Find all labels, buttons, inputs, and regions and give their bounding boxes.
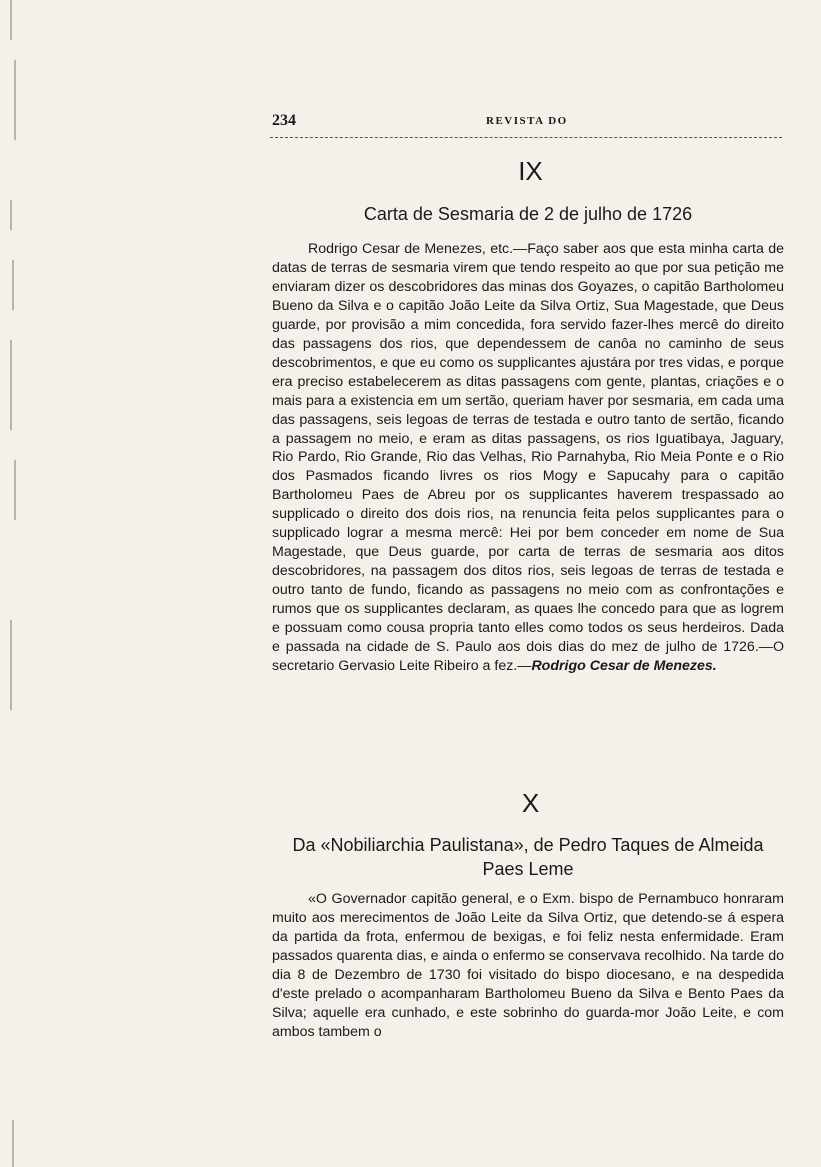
section-ix-title: Carta de Sesmaria de 2 de julho de 1726 [363,204,693,224]
page-number: 234 [272,112,296,129]
section-x-title: Da «Nobiliarchia Paulistana», de Pedro Taques de Almeida Paes Leme [292,835,764,879]
running-head: REVISTA DO [486,115,568,127]
section-ix-body [272,240,784,676]
section-x-numeral: X [521,788,540,818]
section-ix-numeral: IX [518,156,543,186]
page-header [272,112,784,136]
section-x-body: «O Governador capitão general, e o Exm. bispo de Pernambuco honraram muito aos merecimentos de João Leite da Silva Ortiz, que detendo-se á espera da partida da frota, enfermou de bexigas, e foi feliz nesta enfermidade. Eram passados quarenta dias, e ainda o enfermo se conservava recolhido. Na tarde do dia 8 de Dezembro de 1730 foi visitado do bispo diocesano, e na despedida d'este prelado o acompanharam Bartholomeu Bueno da Silva e Bento Paes da Silva; aquelle era cunhado, e este sobrinho do guarda-mor João Leite, e com ambos tambem o [272,891,784,1040]
header-rule [270,137,782,138]
section-ix-text: Rodrigo Cesar de Menezes, etc.—Faço saber aos que esta minha carta de datas de terras de sesmaria virem que tendo respeito ao que por sua petição me enviaram dizer os descobridores das minas dos Goyazes, o capitão Bartholomeu Bueno da Silva e o capitão João Leite da Silva Ortiz, Sua Magestade, que Deus guarde, por provisão a mim concedida, fora servido fazer-lhes mercê do direito das passagens dos rios, que dependessem de canôa no caminho de seus descobrimentos, e que eu como os supplicantes ajustára por tres vidas, e porque era preciso estabelecerem as ditas passagens com gente, plantas, criações e o mais para a existencia em um sertão, queriam haver por sesmaria, em cada uma das passagens, seis legoas de terras de testada e outro tanto de sertão, ficando a passagem no meio, e eram as ditas passagens, os rios Iguatibaya, Jaguary, Rio Pardo, Rio Grande, Rio das Velhas, Rio Parnahyba, Rio Meia Ponte e o Rio dos Pasmados ficando livres os rios Mogy e Sapucahy para o capitão Bartholomeu Paes de Abreu por os supplicantes haverem trespassado ao supplicado o direito dos dois rios, na renuncia feita pelos supplicantes para o supplicado lograr a mesma mercê: Hei por bem conceder em nome de Sua Magestade, que Deus guarde, por carta de terras de sesmaria aos ditos descobridores, na passagem dos ditos rios, seis legoas de terras de testada e outro tanto de fundo, ficando as passagens no meio com as confrontações e rumos que os supplicantes declaram, as quaes lhe concedo para que as logrem e possuam como cousa propria tanto elles como todos os seus herdeiros. Dada e passada na cidade de S. Paulo aos dois dias do mez de julho de 1726.—O secretario Gervasio Leite Ribeiro a fez.— [272,241,784,674]
signature: Rodrigo Cesar de Menezes. [531,657,717,674]
